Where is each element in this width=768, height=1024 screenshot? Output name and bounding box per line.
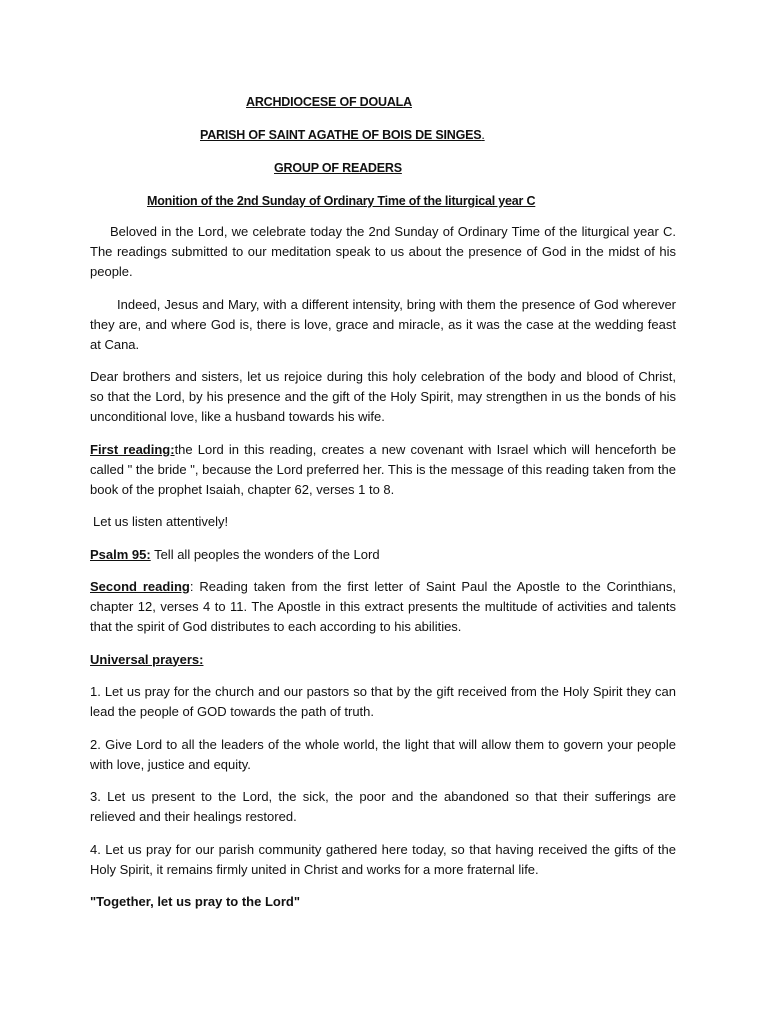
first-reading-text: the Lord in this reading, creates a new covenant with Israel which will henceforth be called " the bride ", because the Lord preferred her. This is the message of this reading taken from the book of the prophet Isaiah, chapter 62, verses 1 to 8. xyxy=(90,441,676,497)
universal-prayers-label: Universal prayers: xyxy=(90,651,204,667)
prayer-item: 3. Let us present to the Lord, the sick, the poor and the abandoned so that their sufferings are relieved and their healings restored. xyxy=(90,789,676,824)
parish-heading-text: PARISH OF SAINT AGATHE OF BOIS DE SINGES xyxy=(200,128,482,142)
psalm-paragraph xyxy=(90,545,676,565)
psalm-text: Tell all peoples the wonders of the Lord xyxy=(150,546,380,562)
group-heading: GROUP OF READERS xyxy=(274,161,402,175)
intro-paragraph: Beloved in the Lord, we celebrate today the 2nd Sunday of Ordinary Time of the liturgical year C. The readings submitted to our meditation speak to us about the presence of God in the midst of his people. xyxy=(90,224,676,279)
second-reading-paragraph xyxy=(90,577,676,637)
parish-heading xyxy=(200,128,485,142)
universal-prayers-heading xyxy=(90,650,676,670)
presence-paragraph: Indeed, Jesus and Mary, with a different intensity, bring with them the presence of God wherever they are, and where God is, there is love, grace and miracle, as it was the case at the wedding feast at Cana. xyxy=(90,296,676,352)
document-body xyxy=(90,222,676,925)
listen-line: Let us listen attentively! xyxy=(93,514,229,529)
prayer-item: 2. Give Lord to all the leaders of the whole world, the light that will allow them to govern your people with love, justice and equity. xyxy=(90,736,676,772)
psalm-label: Psalm 95: xyxy=(90,546,151,562)
first-reading-label: First reading: xyxy=(90,441,175,457)
closing-invocation: "Together, let us pray to the Lord" xyxy=(90,894,300,909)
rejoice-paragraph: Dear brothers and sisters, let us rejoice during this holy celebration of the body and blood of Christ, so that the Lord, by his presence and the gift of the Holy Spirit, may strengthen in us the bonds of his unconditional love, like a husband towards his wife. xyxy=(90,369,676,424)
prayer-item: 4. Let us pray for our parish community gathered here today, so that having received the gifts of the Holy Spirit, it remains firmly united in Christ and works for a more fraternal life. xyxy=(90,841,676,877)
monition-title: Monition of the 2nd Sunday of Ordinary Time of the liturgical year C xyxy=(147,194,536,208)
second-reading-text: : Reading taken from the first letter of Saint Paul the Apostle to the Corinthians, chapter 12, verses 4 to 11. The Apostle in this extract presents the multitude of activities and talents that the spirit of God distributes to each according to his abilities. xyxy=(90,579,676,634)
archdiocese-heading: ARCHDIOCESE OF DOUALA xyxy=(246,95,412,109)
prayer-item: 1. Let us pray for the church and our pastors so that by the gift received from the Holy Spirit they can lead the people of GOD towards the path of truth. xyxy=(90,684,676,719)
second-reading-label: Second reading xyxy=(90,579,190,594)
first-reading-paragraph xyxy=(90,440,676,500)
parish-heading-period: . xyxy=(481,128,485,142)
